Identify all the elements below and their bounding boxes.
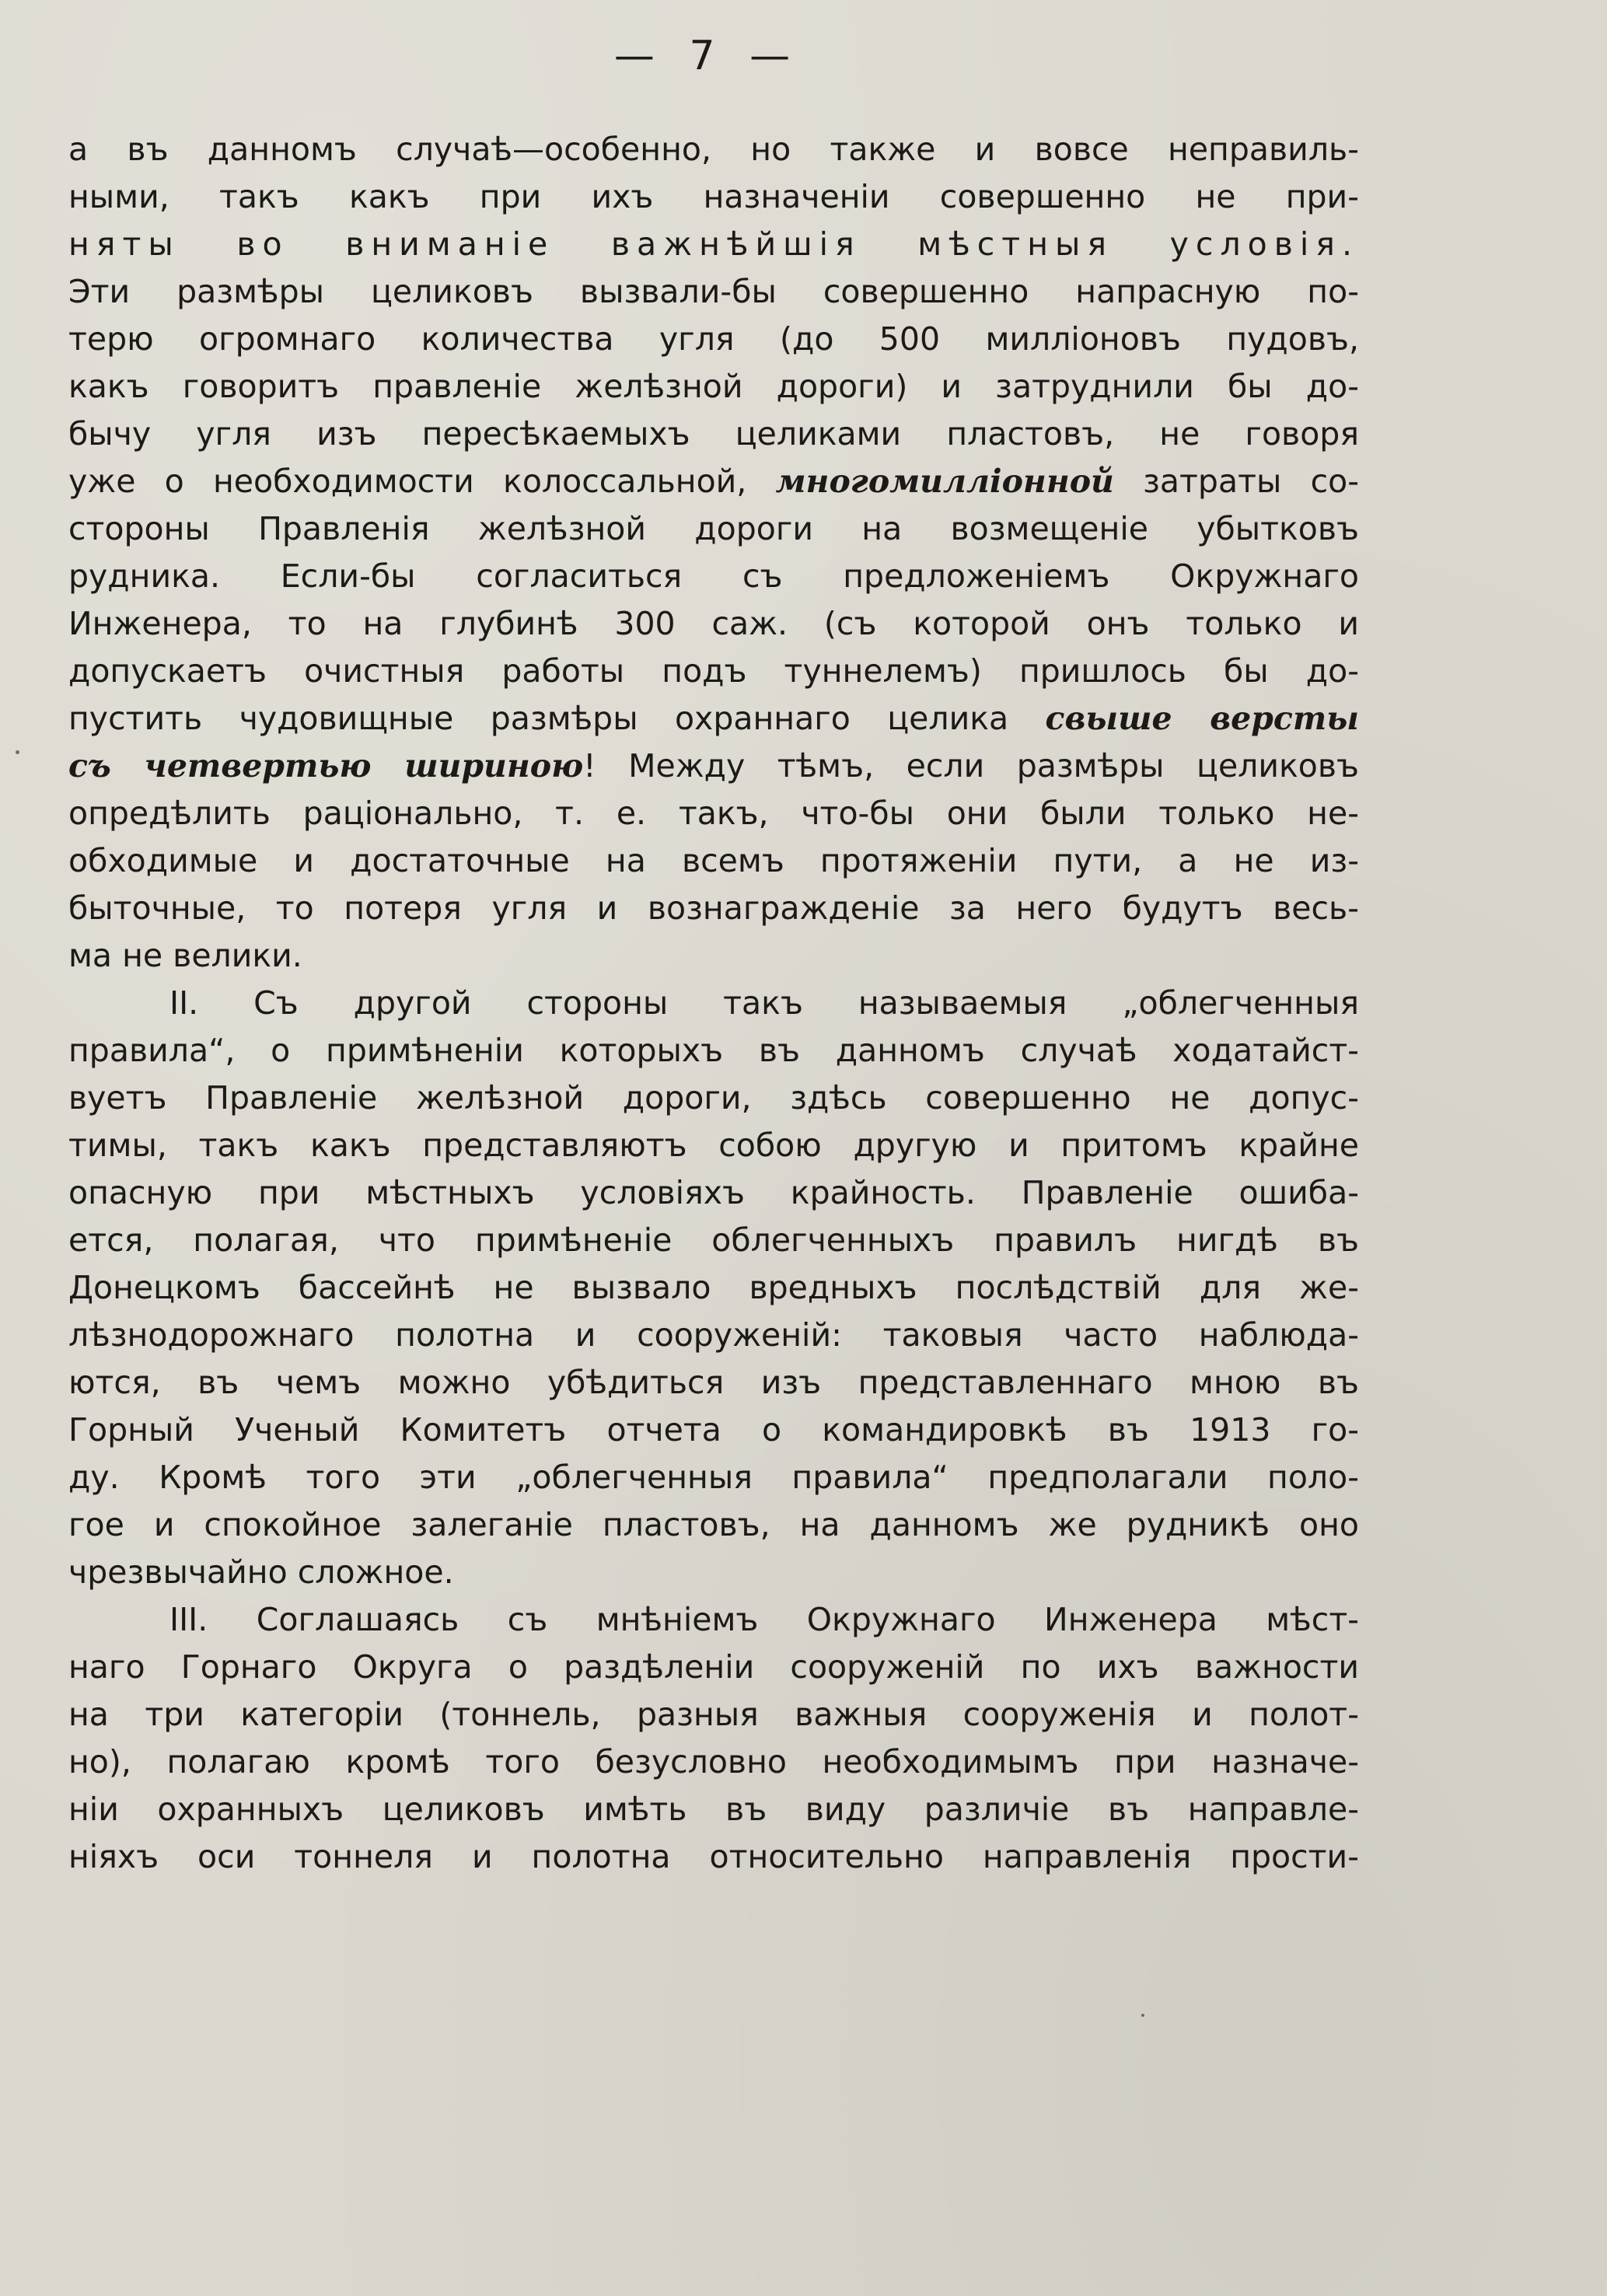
text-line: гое и спокойное залеганіе пластовъ, на данномъ же рудникѣ оно (68, 1506, 1359, 1543)
text-run: уже о необходимости колоссальной, (68, 463, 776, 500)
text-line: ніяхъ оси тоннеля и полотна относительно направленія прости- (68, 1838, 1359, 1875)
text-line: Горный Ученый Комитетъ отчета о командировкѣ въ 1913 го- (68, 1411, 1359, 1449)
text-run: затраты со- (1113, 463, 1359, 500)
text-line: тимы, такъ какъ представляютъ собою другую и притомъ крайне (68, 1127, 1359, 1164)
ink-speck (1141, 2014, 1144, 2017)
text-line: чрезвычайно сложное. (68, 1553, 454, 1591)
text-line (68, 458, 1359, 505)
text-line: правила“, о примѣненіи которыхъ въ данномъ случаѣ ходатайст- (68, 1032, 1359, 1069)
text-line: какъ говоритъ правленіе желѣзной дороги) и затруднили бы до- (68, 368, 1359, 405)
text-line: III. Соглашаясь съ мнѣніемъ Окружнаго Инженера мѣст- (169, 1601, 1359, 1638)
text-line: а въ данномъ случаѣ—особенно, но также и вовсе неправиль- (68, 131, 1359, 168)
text-run: пустить чудовищные размѣры охраннаго целика (68, 700, 1046, 737)
ink-speck (16, 750, 19, 754)
text-run: ! Между тѣмъ, если размѣры целиковъ (583, 747, 1360, 785)
text-line: ными, такъ какъ при ихъ назначеніи совершенно не при- (68, 178, 1359, 215)
text-line: на три категоріи (тоннель, разныя важныя сооруженія и полот- (68, 1696, 1359, 1733)
text-line: Инженера, то на глубинѣ 300 саж. (съ которой онъ только и (68, 605, 1359, 642)
text-line: обходимые и достаточные на всемъ протяженіи пути, а не из- (68, 842, 1359, 879)
text-line: ніи охранныхъ целиковъ имѣть въ виду различіе въ направле- (68, 1791, 1359, 1828)
text-line: ма не велики. (68, 937, 302, 974)
text-line: допускаетъ очистныя работы подъ туннелемъ) пришлось бы до- (68, 652, 1359, 690)
text-line: ется, полагая, что примѣненіе облегченныхъ правилъ нигдѣ въ (68, 1221, 1359, 1259)
body-text (68, 126, 1359, 1881)
text-line: ду. Кромѣ того эти „облегченныя правила“ предполагали поло- (68, 1459, 1359, 1496)
text-line: бычу угля изъ пересѣкаемыхъ целиками пластовъ, не говоря (68, 415, 1359, 453)
text-line (68, 743, 1359, 790)
text-line: ются, въ чемъ можно убѣдиться изъ представленнаго мною въ (68, 1364, 1359, 1401)
text-line: вуетъ Правленіе желѣзной дороги, здѣсь совершенно не допус- (68, 1079, 1359, 1117)
italic-emphasis: свыше версты (1045, 700, 1359, 737)
text-line (68, 695, 1359, 743)
text-line: опасную при мѣстныхъ условіяхъ крайность. Правленіе ошиба- (68, 1174, 1359, 1211)
text-line: терю огромнаго количества угля (до 500 милліоновъ пудовъ, (68, 320, 1359, 358)
text-line: II. Съ другой стороны такъ называемыя „облегченныя (169, 984, 1359, 1022)
paragraph (68, 980, 1359, 1596)
paragraph (68, 126, 1359, 980)
italic-emphasis: многомилліонной (775, 463, 1114, 500)
page-number: — 7 — (613, 33, 802, 79)
text-line: опредѣлить раціонально, т. е. такъ, что-бы они были только не- (68, 795, 1359, 832)
paragraph (68, 1596, 1359, 1881)
text-line: няты во вниманіе важнѣйшія мѣстныя условія. (68, 225, 1359, 263)
text-line: Эти размѣры целиковъ вызвали-бы совершенно напрасную по- (68, 273, 1359, 310)
text-line: наго Горнаго Округа о раздѣленіи сооруженій по ихъ важности (68, 1648, 1359, 1686)
text-line: стороны Правленія желѣзной дороги на возмещеніе убытковъ (68, 510, 1359, 547)
text-line: рудника. Если-бы согласиться съ предложеніемъ Окружнаго (68, 557, 1359, 595)
text-line: быточные, то потеря угля и вознагражденіе за него будутъ весь- (68, 889, 1359, 927)
text-line: но), полагаю кромѣ того безусловно необходимымъ при назначе- (68, 1743, 1359, 1781)
text-line: Донецкомъ бассейнѣ не вызвало вредныхъ послѣдствій для же- (68, 1269, 1359, 1306)
text-line: лѣзнодорожнаго полотна и сооруженій: таковыя часто наблюда- (68, 1316, 1359, 1354)
italic-emphasis: съ четвертью шириною (68, 747, 584, 785)
